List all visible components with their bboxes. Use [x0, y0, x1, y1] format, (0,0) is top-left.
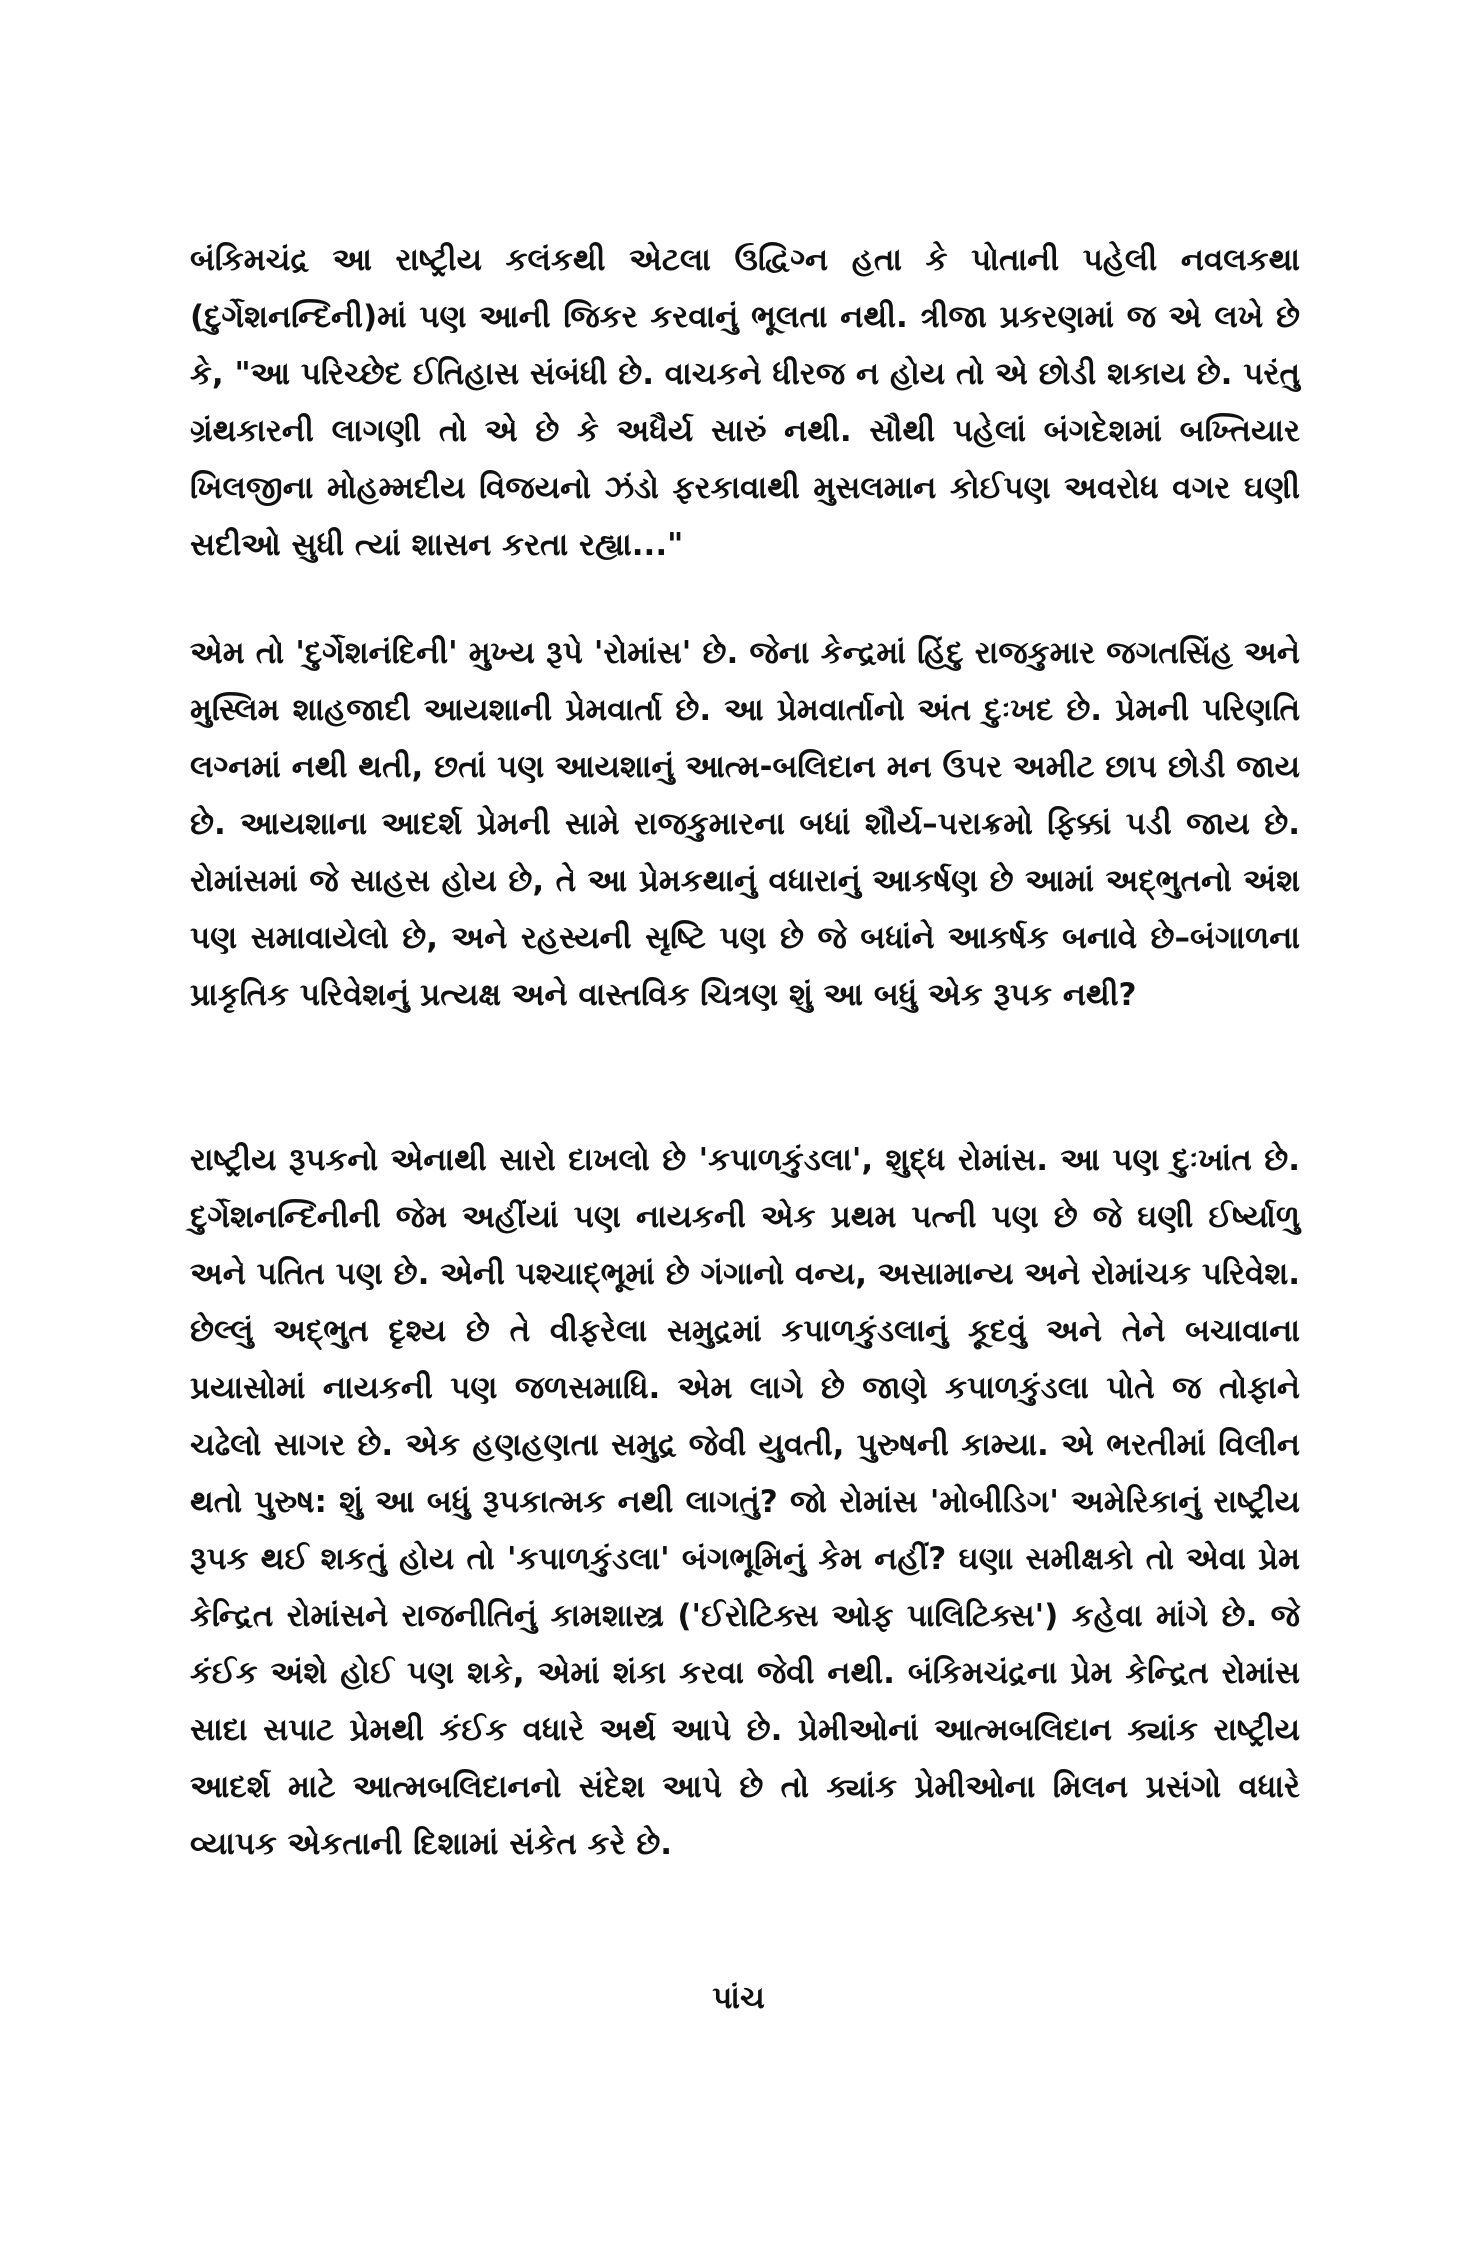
paragraph-1: બંકિમચંદ્ર આ રાષ્ટ્રીય કલંકથી એટલા ઉદ્વિગ્ન હતા કે પોતાની પહેલી નવલકથા (દુર્ગેશનન્દિની)માં પણ આની જિકર કરવાનું ભૂલતા નથી. ત્રીજા પ્રકરણમાં જ એ લખે છે કે, "આ પરિચ્છેદ ઈતિહાસ સંબંધી છે. વાચકને ધીરજ ન હોય તો એ છોડી શકાય છે. પરંતુ ગ્રંથકારની લાગણી તો એ છે કે અધૈર્ય સારું નથી. સૌથી પહેલાં બંગદેશમાં બખ્તિયાર ખિલજીના મોહમ્મદીય વિજયનો ઝંડો ફરકાવાથી મુસલમાન કોઈપણ અવરોધ વગર ઘણી સદીઓ સુધી ત્યાં શાસન કરતા રહ્યા..." [190, 242, 1300, 563]
paragraph-2-block [190, 625, 1300, 1024]
paragraph-3: રાષ્ટ્રીય રૂપકનો એનાથી સારો દાખલો છે 'કપાળકુંડલા', શુદ્ધ રોમાંસ. આ પણ દુઃખાંત છે. દુર્ગેશનન્દિનીની જેમ અહીંયાં પણ નાયકની એક પ્રથમ પત્ની પણ છે જે ઘણી ઈર્ષ્યાળુ અને પતિત પણ છે. એની પશ્ચાદ્ભૂમાં છે ગંગાનો વન્ય, અસામાન્ય અને રોમાંચક પરિવેશ. છેલ્લું અદ્ભુત દૃશ્ય છે તે વીફરેલા સમુદ્રમાં કપાળકુંડલાનું કૂદવું અને તેને બચાવાના પ્રયાસોમાં નાયકની પણ જળસમાધિ. એમ લાગે છે જાણે કપાળકુંડલા પોતે જ તોફાને ચઢેલો સાગર છે. એક હણહણતા સમુદ્ર જેવી યુવતી, પુરુષની કામ્યા. એ ભરતીમાં વિલીન થતો પુરુષ: શું આ બધું રૂપકાત્મક નથી લાગતું? જો રોમાંસ 'મોબીડિગ' અમેરિકાનું રાષ્ટ્રીય રૂપક થઈ શકતું હોય તો 'કપાળકુંડલા' બંગભૂમિનું કેમ નહીં? ઘણા સમીક્ષકો તો એવા પ્રેમ કેન્દ્રિત રોમાંસને રાજનીતિનું કામશાસ્ત્ર ('ઈરોટિક્સ ઓફ પાલિટિક્સ') કહેવા માંગે છે. જે કંઈક અંશે હોઈ પણ શકે, એમાં શંકા કરવા જેવી નથી. બંકિમચંદ્રના પ્રેમ કેન્દ્રિત રોમાંસ સાદા સપાટ પ્રેમથી કંઈક વધારે અર્થ આપે છે. પ્રેમીઓનાં આત્મબલિદાન ક્યાંક રાષ્ટ્રીય આદર્શ માટે આત્મબલિદાનનો સંદેશ આપે છે તો ક્યાંક પ્રેમીઓના મિલન પ્રસંગો વધારે વ્યાપક એકતાની દિશામાં સંકેત કરે છે. [190, 1142, 1300, 1862]
paragraph-1-block [190, 232, 1300, 574]
paragraph-3-block [190, 1132, 1300, 1873]
page-number: પાંચ [712, 1980, 765, 2016]
paragraph-2: એમ તો 'દુર્ગેશનંદિની' મુખ્ય રૂપે 'રોમાંસ' છે. જેના કેન્દ્રમાં હિંદુ રાજકુમાર જગતસિંહ અને મુસ્લિમ શાહજાદી આયશાની પ્રેમવાર્તા છે. આ પ્રેમવાર્તાનો અંત દુઃખદ છે. પ્રેમની પરિણતિ લગ્નમાં નથી થતી, છતાં પણ આયશાનું આત્મ-બલિદાન મન ઉપર અમીટ છાપ છોડી જાય છે. આયશાના આદર્શ પ્રેમની સામે રાજકુમારના બધાં શૌર્ય–પરાક્રમો ફિક્કાં પડી જાય છે. રોમાંસમાં જે સાહસ હોય છે, તે આ પ્રેમકથાનું વધારાનું આકર્ષણ છે આમાં અદ્ભુતનો અંશ પણ સમાવાયેલો છે, અને રહસ્યની સૃષ્ટિ પણ છે જે બધાંને આકર્ષક બનાવે છે–બંગાળના પ્રાકૃતિક પરિવેશનું પ્રત્યક્ષ અને વાસ્તવિક ચિત્રણ શું આ બધું એક રૂપક નથી? [190, 635, 1300, 1013]
